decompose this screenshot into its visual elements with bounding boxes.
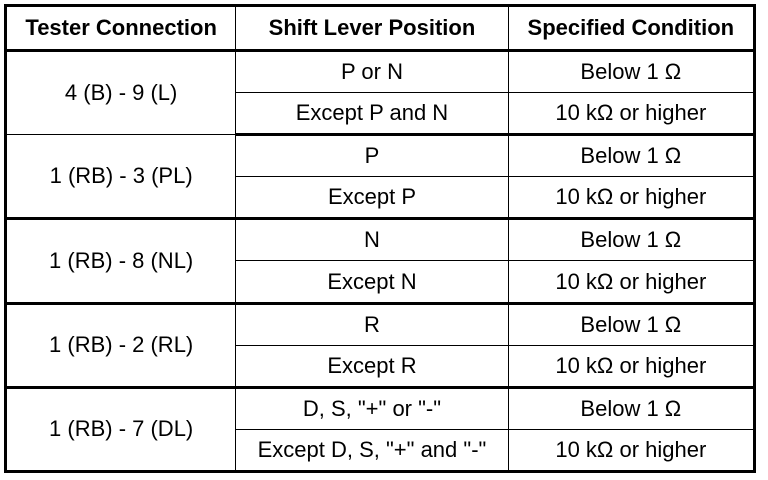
table-row <box>6 135 755 177</box>
header-row <box>6 6 755 51</box>
shift-position-cell: Except P and N <box>236 93 508 135</box>
spec-table <box>4 4 756 473</box>
table-row <box>6 51 755 93</box>
header-tester-connection: Tester Connection <box>6 6 236 51</box>
condition-cell: 10 kΩ or higher <box>508 93 754 135</box>
condition-cell: 10 kΩ or higher <box>508 345 754 387</box>
condition-cell: 10 kΩ or higher <box>508 261 754 303</box>
condition-cell: Below 1 Ω <box>508 51 754 93</box>
tester-connection-cell: 1 (RB) - 7 (DL) <box>6 387 236 471</box>
condition-cell: Below 1 Ω <box>508 135 754 177</box>
header-shift-lever-position: Shift Lever Position <box>236 6 508 51</box>
shift-position-cell: P <box>236 135 508 177</box>
table-row <box>6 387 755 429</box>
tester-connection-cell: 4 (B) - 9 (L) <box>6 51 236 135</box>
shift-position-cell: Except N <box>236 261 508 303</box>
shift-position-cell: Except D, S, "+" and "-" <box>236 429 508 471</box>
shift-position-cell: D, S, "+" or "-" <box>236 387 508 429</box>
tester-connection-cell: 1 (RB) - 8 (NL) <box>6 219 236 303</box>
tester-connection-cell: 1 (RB) - 2 (RL) <box>6 303 236 387</box>
shift-position-cell: Except R <box>236 345 508 387</box>
header-specified-condition: Specified Condition <box>508 6 754 51</box>
shift-position-cell: P or N <box>236 51 508 93</box>
shift-position-cell: Except P <box>236 177 508 219</box>
condition-cell: 10 kΩ or higher <box>508 429 754 471</box>
condition-cell: Below 1 Ω <box>508 387 754 429</box>
condition-cell: Below 1 Ω <box>508 219 754 261</box>
shift-position-cell: N <box>236 219 508 261</box>
tester-connection-cell: 1 (RB) - 3 (PL) <box>6 135 236 219</box>
condition-cell: 10 kΩ or higher <box>508 177 754 219</box>
table-row <box>6 303 755 345</box>
condition-cell: Below 1 Ω <box>508 303 754 345</box>
shift-position-cell: R <box>236 303 508 345</box>
table-row <box>6 219 755 261</box>
